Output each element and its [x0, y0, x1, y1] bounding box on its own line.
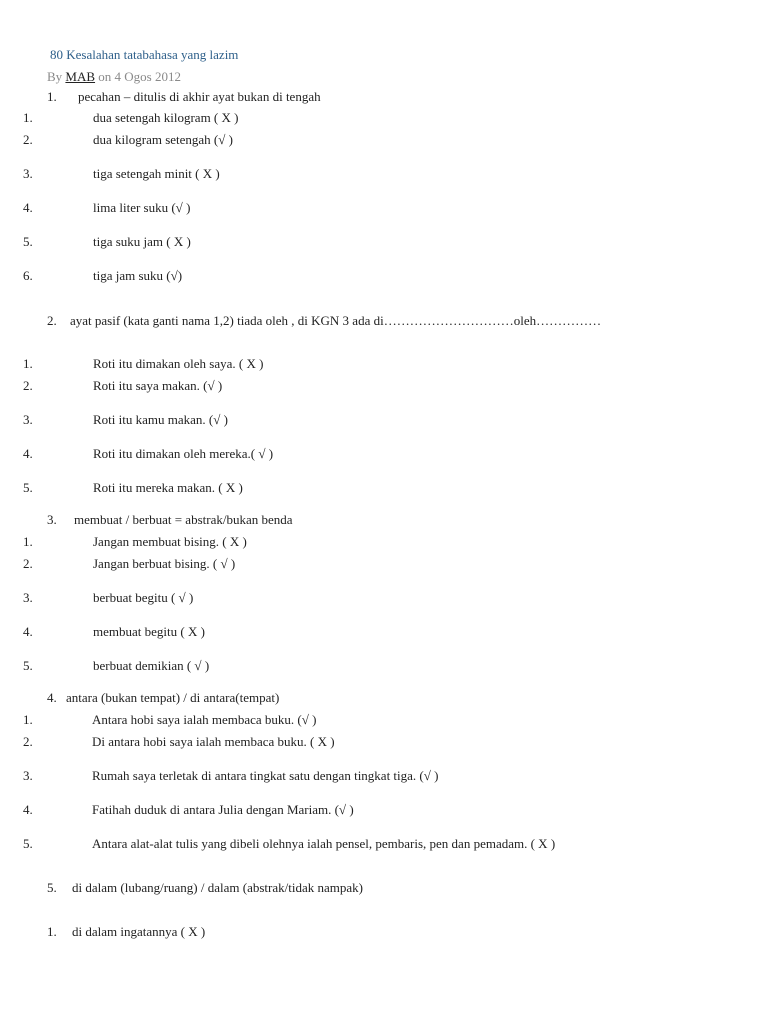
- item-number: 4.: [23, 624, 33, 639]
- list-item: [23, 534, 247, 550]
- item-number: 2.: [23, 556, 33, 571]
- item-text: membuat begitu ( X ): [93, 624, 205, 639]
- section-heading-text: antara (bukan tempat) / di antara(tempat): [66, 690, 280, 705]
- item-number: 3.: [23, 166, 33, 181]
- section-number: 2.: [47, 313, 57, 328]
- item-number: 4.: [23, 446, 33, 461]
- item-number: 1.: [23, 110, 33, 125]
- item-text: lima liter suku (√ ): [93, 200, 191, 215]
- item-number: 1.: [23, 712, 33, 727]
- item-text: Roti itu kamu makan. (√ ): [93, 412, 228, 427]
- list-item: [47, 924, 206, 940]
- item-text: tiga suku jam ( X ): [93, 234, 191, 249]
- byline: [47, 69, 181, 85]
- section-number: 1.: [47, 89, 57, 104]
- item-number: 2.: [23, 734, 33, 749]
- item-text: Roti itu dimakan oleh saya. ( X ): [93, 356, 264, 371]
- item-number: 4.: [23, 802, 33, 817]
- byline-date: on 4 Ogos 2012: [95, 69, 181, 84]
- list-item: [23, 658, 210, 674]
- section-2-heading: [47, 313, 602, 329]
- list-item: [23, 768, 439, 784]
- byline-prefix: By: [47, 69, 66, 84]
- item-text: tiga setengah minit ( X ): [93, 166, 220, 181]
- item-text: Roti itu dimakan oleh mereka.( √ ): [93, 446, 274, 461]
- section-heading-text: membuat / berbuat = abstrak/bukan benda: [74, 512, 293, 527]
- item-number: 2.: [23, 378, 33, 393]
- list-item: [23, 446, 274, 462]
- item-number: 5.: [23, 836, 33, 851]
- item-number: 5.: [23, 234, 33, 249]
- item-text: Antara hobi saya ialah membaca buku. (√ ): [92, 712, 317, 727]
- list-item: [23, 480, 243, 496]
- item-text: Rumah saya terletak di antara tingkat satu dengan tingkat tiga. (√ ): [92, 768, 439, 783]
- list-item: [23, 624, 205, 640]
- section-4-heading: [47, 690, 280, 706]
- list-item: [23, 836, 556, 852]
- item-number: 3.: [23, 590, 33, 605]
- item-text: Jangan membuat bising. ( X ): [93, 534, 247, 549]
- list-item: [23, 166, 220, 182]
- item-text: Jangan berbuat bising. ( √ ): [93, 556, 236, 571]
- section-5-heading: [47, 880, 363, 896]
- item-text: dua kilogram setengah (√ ): [93, 132, 233, 147]
- item-number: 1.: [23, 534, 33, 549]
- section-heading-text: di dalam (lubang/ruang) / dalam (abstrak/tidak nampak): [72, 880, 363, 895]
- list-item: [23, 412, 228, 428]
- list-item: [23, 802, 354, 818]
- list-item: [23, 378, 223, 394]
- item-number: 5.: [23, 480, 33, 495]
- section-3-heading: [47, 512, 293, 528]
- item-text: Antara alat-alat tulis yang dibeli olehnya ialah pensel, pembaris, pen dan pemadam. ( X ): [92, 836, 556, 851]
- section-number: 4.: [47, 690, 57, 705]
- item-number: 3.: [23, 412, 33, 427]
- item-number: 6.: [23, 268, 33, 283]
- list-item: [23, 356, 264, 372]
- item-text: dua setengah kilogram ( X ): [93, 110, 239, 125]
- item-number: 2.: [23, 132, 33, 147]
- list-item: [23, 556, 236, 572]
- item-number: 3.: [23, 768, 33, 783]
- item-text: berbuat demikian ( √ ): [93, 658, 210, 673]
- list-item: [23, 734, 335, 750]
- item-number: 5.: [23, 658, 33, 673]
- item-text: Di antara hobi saya ialah membaca buku. ( X ): [92, 734, 335, 749]
- list-item: [23, 132, 233, 148]
- item-text: tiga jam suku (√): [93, 268, 183, 283]
- item-number: 1.: [47, 924, 57, 939]
- item-text: Roti itu saya makan. (√ ): [93, 378, 223, 393]
- list-item: [23, 110, 239, 126]
- section-1-heading: [47, 89, 321, 105]
- item-text: di dalam ingatannya ( X ): [72, 924, 206, 939]
- list-item: [23, 268, 183, 284]
- item-text: berbuat begitu ( √ ): [93, 590, 194, 605]
- section-number: 3.: [47, 512, 57, 527]
- section-heading-text: pecahan – ditulis di akhir ayat bukan di tengah: [78, 89, 321, 104]
- list-item: [23, 200, 191, 216]
- item-number: 4.: [23, 200, 33, 215]
- item-number: 1.: [23, 356, 33, 371]
- list-item: [23, 590, 194, 606]
- item-text: Fatihah duduk di antara Julia dengan Mariam. (√ ): [92, 802, 354, 817]
- list-item: [23, 234, 191, 250]
- list-item: [23, 712, 317, 728]
- article-title: 80 Kesalahan tatabahasa yang lazim: [50, 47, 239, 62]
- author-link[interactable]: MAB: [65, 69, 96, 84]
- section-number: 5.: [47, 880, 57, 895]
- item-text: Roti itu mereka makan. ( X ): [93, 480, 243, 495]
- section-heading-text: ayat pasif (kata ganti nama 1,2) tiada oleh , di KGN 3 ada di…………………………oleh……………: [70, 313, 602, 328]
